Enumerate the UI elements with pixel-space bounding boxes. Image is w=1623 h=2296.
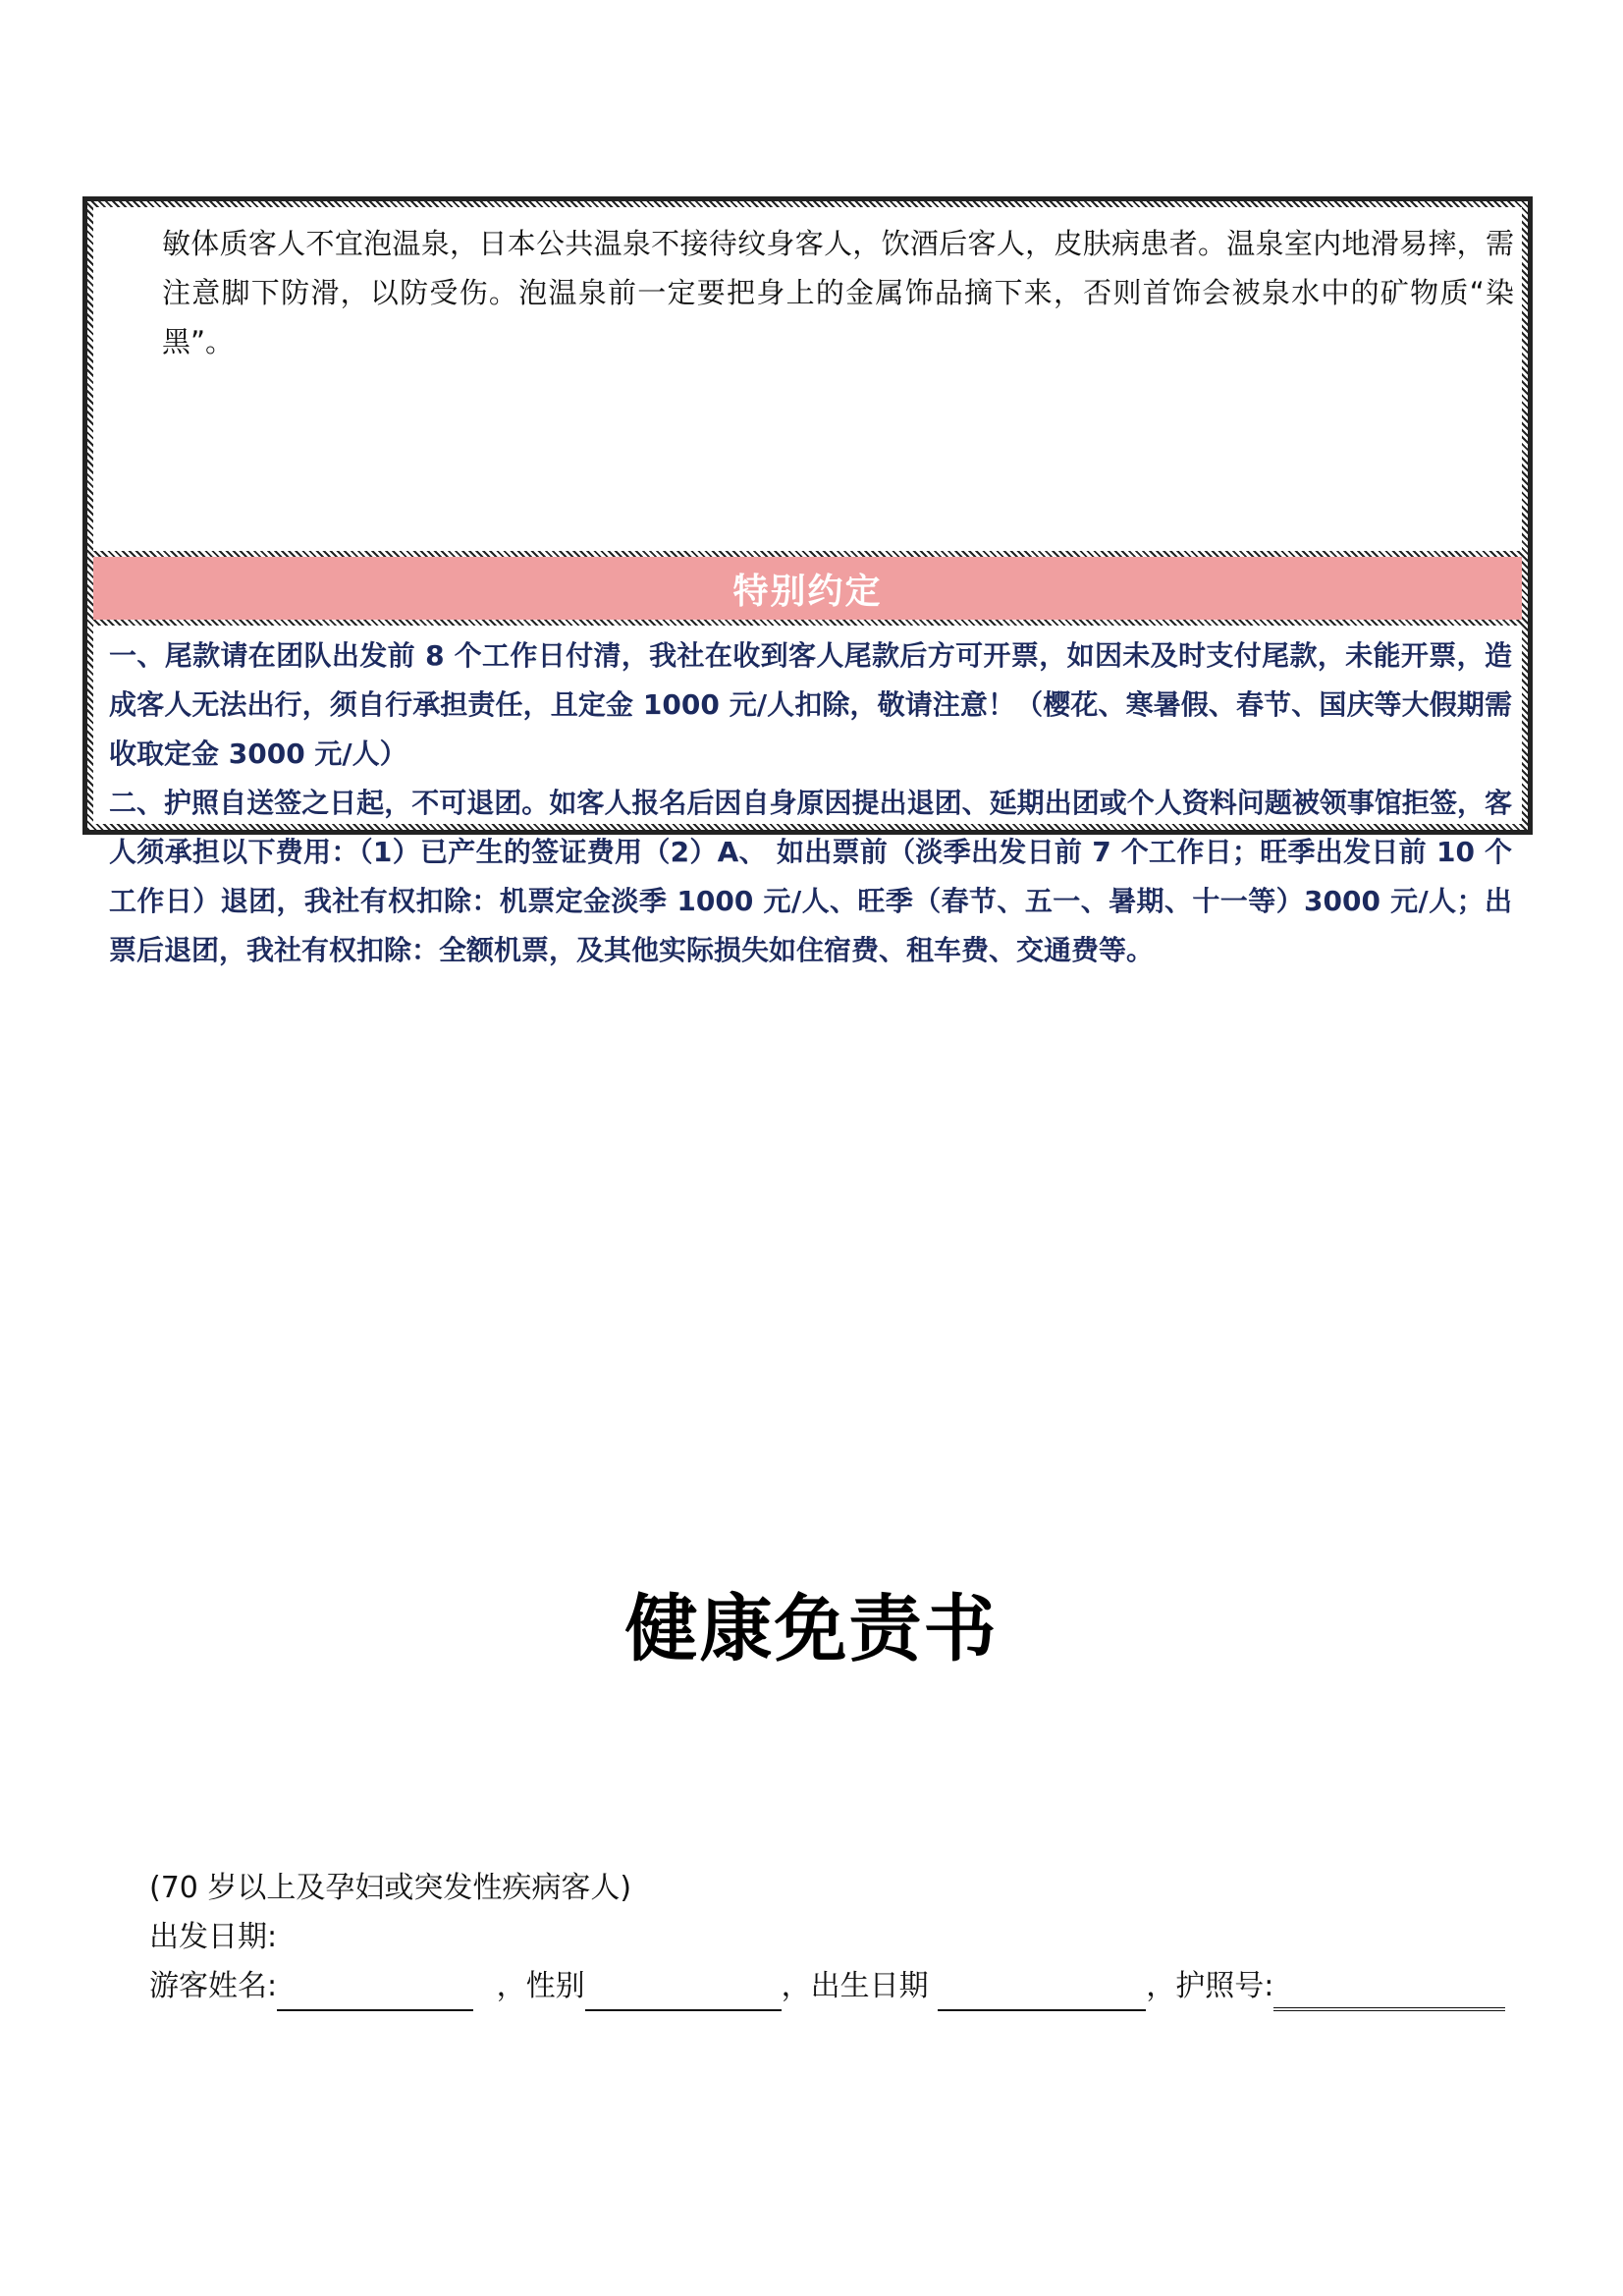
gender-label: ，性别 <box>496 1969 585 2003</box>
special-terms-header <box>93 557 1522 620</box>
departure-date-label: 出发日期: <box>149 1920 278 1954</box>
notice-table <box>82 196 1533 966</box>
birth-date-label: ，出生日期 <box>781 1969 929 2003</box>
gender-field[interactable] <box>585 1976 782 2011</box>
passport-label: ，护照号: <box>1146 1969 1274 2003</box>
hot-spring-notes-cell <box>93 207 1522 551</box>
name-field[interactable] <box>277 1976 473 2011</box>
departure-date-line <box>149 1913 1505 1962</box>
traveler-info-line <box>149 1962 1505 2011</box>
waiver-subtitle: (70 岁以上及孕妇或突发性疾病客人) <box>149 1871 632 1905</box>
birth-date-field[interactable] <box>938 1976 1146 2011</box>
special-terms-list <box>109 631 1512 975</box>
special-terms-title: 特别约定 <box>732 571 883 612</box>
term-item-2: 二、护照自送签之日起，不可退团。如客人报名后因自身原因提出退团、延期出团或个人资料问题被领事馆拒签，客人须承担以下费用：（1）已产生的签证费用（2）A、 如出票前（淡季出发日前 7 个工作日；旺季出发日前 10 个工作日）退团，我社有权扣除：机票定金淡季 1000 元/人、旺季（春节、五一、暑期、十一等）3000 元/人；出票后退团，我社有权扣除：全额机票，及其他实际损失如住宿费、租车费、交通费等。 <box>109 787 1512 966</box>
passport-number-field[interactable] <box>1273 1974 1505 2011</box>
waiver-form <box>149 1864 1505 2011</box>
name-label: 游客姓名: <box>149 1969 278 2003</box>
term-item-1: 一、尾款请在团队出发前 8 个工作日付清，我社在收到客人尾款后方可开票，如因未及时支付尾款，未能开票，造成客人无法出行，须自行承担责任，且定金 1000 元/人扣除，敬请注意！（樱花、寒暑假、春节、国庆等大假期需收取定金 3000 元/人） <box>109 639 1512 770</box>
hot-spring-notes: 敏体质客人不宜泡温泉，日本公共温泉不接待纹身客人，饮酒后客人，皮肤病患者。温泉室内地滑易摔，需注意脚下防滑，以防受伤。泡温泉前一定要把身上的金属饰品摘下来，否则首饰会被泉水中的矿物质“染黑”。 <box>162 227 1514 358</box>
special-terms-cell <box>93 626 1522 966</box>
waiver-title: 健康免责书 <box>624 1587 999 1671</box>
